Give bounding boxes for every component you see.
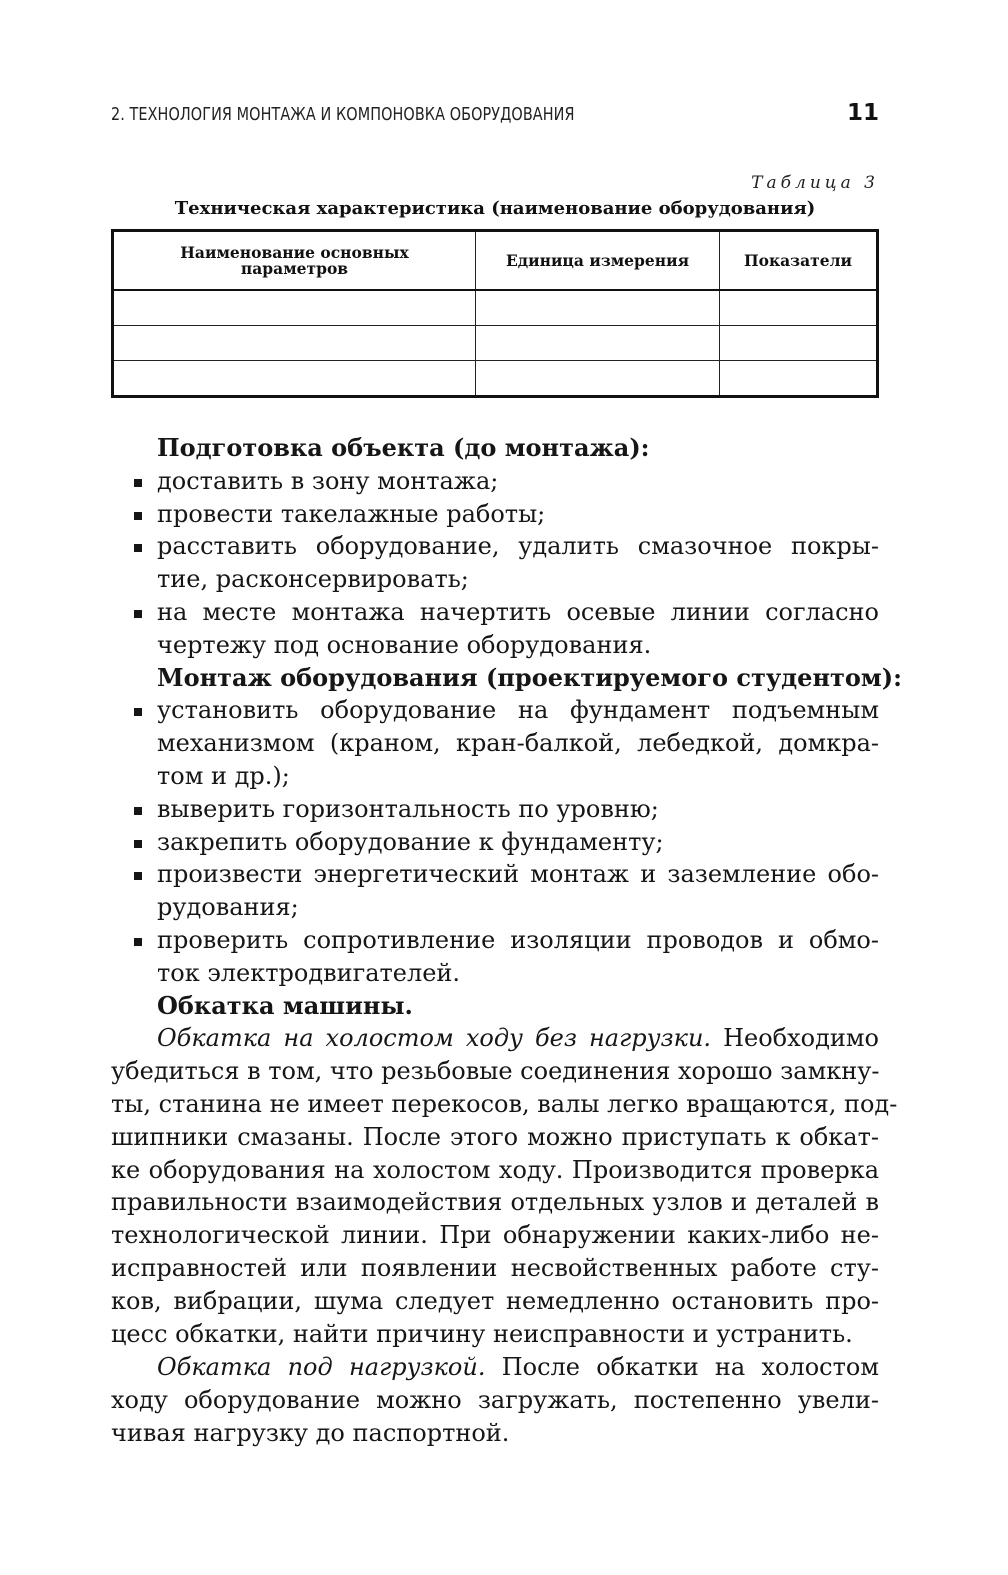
text-line: исправностей или появлении несвойственных работе сту-	[111, 1253, 879, 1282]
table-title: Техническая характеристика (наименование оборудования)	[174, 198, 816, 219]
bullet-icon	[134, 938, 142, 946]
table-caption	[111, 170, 879, 222]
text-line: расставить оборудование, удалить смазочное покры-	[157, 532, 879, 561]
table-cell	[720, 361, 878, 397]
section-title-mount: Монтаж оборудования (проектируемого студентом):	[157, 662, 902, 692]
table-header-row	[113, 231, 878, 291]
text-line: технологической линии. При обнаружении каких-либо не-	[111, 1221, 879, 1250]
list-item	[111, 596, 879, 662]
list-item	[111, 924, 879, 990]
list-item	[111, 858, 879, 924]
text-line: провести такелажные работы;	[157, 499, 546, 528]
bullet-icon	[134, 479, 142, 487]
text-line: установить оборудование на фундамент подъемным	[157, 696, 879, 725]
text-line: произвести энергетический монтаж и заземление обо-	[157, 860, 879, 889]
text-line: доставить в зону монтажа;	[157, 466, 499, 495]
table-cell	[720, 326, 878, 361]
table-row	[113, 361, 878, 397]
section-title-prep: Подготовка объекта (до монтажа):	[157, 433, 650, 462]
table-cell	[476, 361, 720, 397]
italic-lead: Обкатка на холостом ходу без нагрузки.	[157, 1024, 712, 1053]
paragraph-load	[111, 1351, 879, 1449]
table-cell	[113, 326, 476, 361]
text-line: механизмом (краном, кран-балкой, лебедкой, домкра-	[157, 729, 879, 758]
text-line: правильности взаимодействия отдельных узлов и деталей в	[111, 1188, 879, 1217]
italic-lead: Обкатка под нагрузкой.	[157, 1353, 486, 1382]
text-line: тие, расконсервировать;	[157, 565, 469, 594]
list-item	[111, 498, 879, 531]
paragraph-load-lines	[111, 1351, 879, 1449]
line-text: После обкатки на холостом	[485, 1353, 879, 1382]
mount-list	[111, 694, 879, 989]
line-text: Необходимо	[711, 1024, 879, 1053]
table-header-cell: Наименование основных параметров	[113, 231, 476, 291]
text-line: чертежу под основание оборудования.	[157, 630, 652, 659]
paragraph-idle	[111, 1022, 898, 1350]
list-item	[111, 530, 879, 596]
tech-spec-table	[111, 229, 879, 398]
list-item	[111, 793, 879, 826]
table-cell	[113, 290, 476, 326]
text-line: рудования;	[157, 893, 299, 922]
text-line: цесс обкатки, найти причину неисправности и устранить.	[111, 1319, 853, 1348]
text-line: ходу оборудование можно загружать, постепенно увели-	[111, 1386, 879, 1415]
table-cell	[720, 290, 878, 326]
table-cell	[476, 290, 720, 326]
table-number: Таблица 3	[751, 173, 879, 193]
bullet-icon	[134, 544, 142, 552]
text-line: выверить горизонтальность по уровню;	[157, 794, 659, 823]
text-line: том и др.);	[157, 761, 290, 790]
bullet-icon	[134, 708, 142, 716]
table-row	[113, 290, 878, 326]
table-row	[113, 326, 878, 361]
text-line: чивая нагрузку до паспортной.	[111, 1418, 510, 1447]
running-title: 2. ТЕХНОЛОГИЯ МОНТАЖА И КОМПОНОВКА ОБОРУДОВАНИЯ	[111, 104, 575, 125]
table-header-cell: Показатели	[720, 231, 878, 291]
text-line: закрепить оборудование к фундаменту;	[157, 827, 664, 856]
text-line: проверить сопротивление изоляции проводов и обмо-	[157, 925, 879, 954]
list-item	[111, 465, 879, 498]
text-line: ков, вибрации, шума следует немедленно остановить про-	[111, 1286, 879, 1315]
text-line: убедиться в том, что резьбовые соединения хорошо замкну-	[111, 1057, 880, 1086]
bullet-icon	[134, 610, 142, 618]
text-line: ток электродвигателей.	[157, 958, 461, 987]
text-line	[111, 1022, 879, 1055]
text-line: шипники смазаны. После этого можно приступать к обкат-	[111, 1122, 879, 1151]
body-text	[111, 432, 902, 1450]
paragraph-idle-lines	[111, 1022, 898, 1350]
running-head	[111, 100, 879, 130]
bullet-icon	[134, 872, 142, 880]
text-line: ке оборудования на холостом ходу. Производится проверка	[111, 1155, 879, 1184]
prep-list	[111, 465, 879, 662]
bullet-icon	[134, 512, 142, 520]
section-title-runin: Обкатка машины.	[157, 990, 413, 1020]
text-line	[111, 1351, 879, 1384]
table-header-cell: Единица измерения	[476, 231, 720, 291]
text-line: на месте монтажа начертить осевые линии согласно	[157, 597, 879, 626]
table-cell	[113, 361, 476, 397]
bullet-icon	[134, 807, 142, 815]
list-item	[111, 694, 879, 792]
bullet-icon	[134, 840, 142, 848]
page-number: 11	[846, 100, 879, 126]
text-line: ты, станина не имеет перекосов, валы легко вращаются, под-	[111, 1089, 898, 1118]
table-cell	[476, 326, 720, 361]
list-item	[111, 826, 879, 859]
